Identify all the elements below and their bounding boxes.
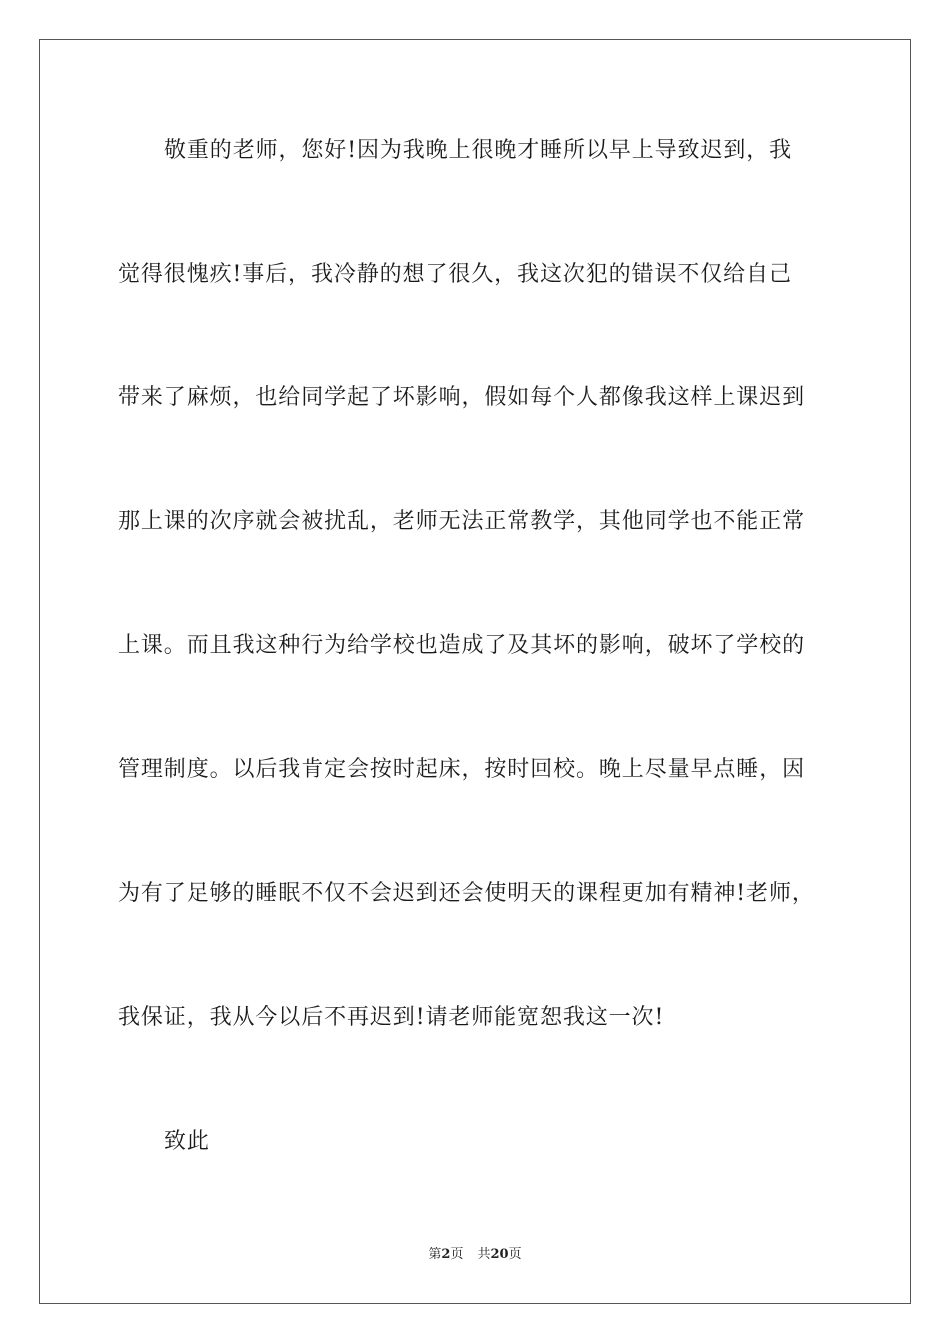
total-suffix: 页 [508, 1247, 522, 1262]
paragraph-line-6: 管理制度。以后我肯定会按时起床，按时回校。晚上尽量早点睡，因 [118, 757, 806, 782]
total-pages: 20 [490, 1247, 509, 1262]
closing-salutation: 致此 [164, 1129, 210, 1154]
total-prefix: 共 [477, 1247, 491, 1262]
paragraph-line-8: 我保证，我从今以后不再迟到!请老师能宽恕我这一次! [118, 1005, 665, 1030]
page-suffix: 页 [450, 1247, 464, 1262]
paragraph-line-2: 觉得很愧疚!事后，我冷静的想了很久，我这次犯的错误不仅给自己 [118, 262, 792, 287]
page-footer [0, 1246, 950, 1264]
page-border [39, 39, 911, 1304]
page-prefix: 第 [428, 1247, 442, 1262]
paragraph-line-3: 带来了麻烦，也给同学起了坏影响，假如每个人都像我这样上课迟到 [118, 385, 806, 410]
paragraph-line-7: 为有了足够的睡眠不仅不会迟到还会使明天的课程更加有精神!老师， [118, 881, 815, 906]
paragraph-line-1: 敬重的老师，您好!因为我晚上很晚才睡所以早上导致迟到，我 [164, 138, 793, 163]
paragraph-line-5: 上课。而且我这种行为给学校也造成了及其坏的影响，破坏了学校的 [118, 633, 806, 658]
paragraph-line-4: 那上课的次序就会被扰乱，老师无法正常教学，其他同学也不能正常 [118, 509, 806, 534]
page-number: 2 [441, 1247, 451, 1262]
